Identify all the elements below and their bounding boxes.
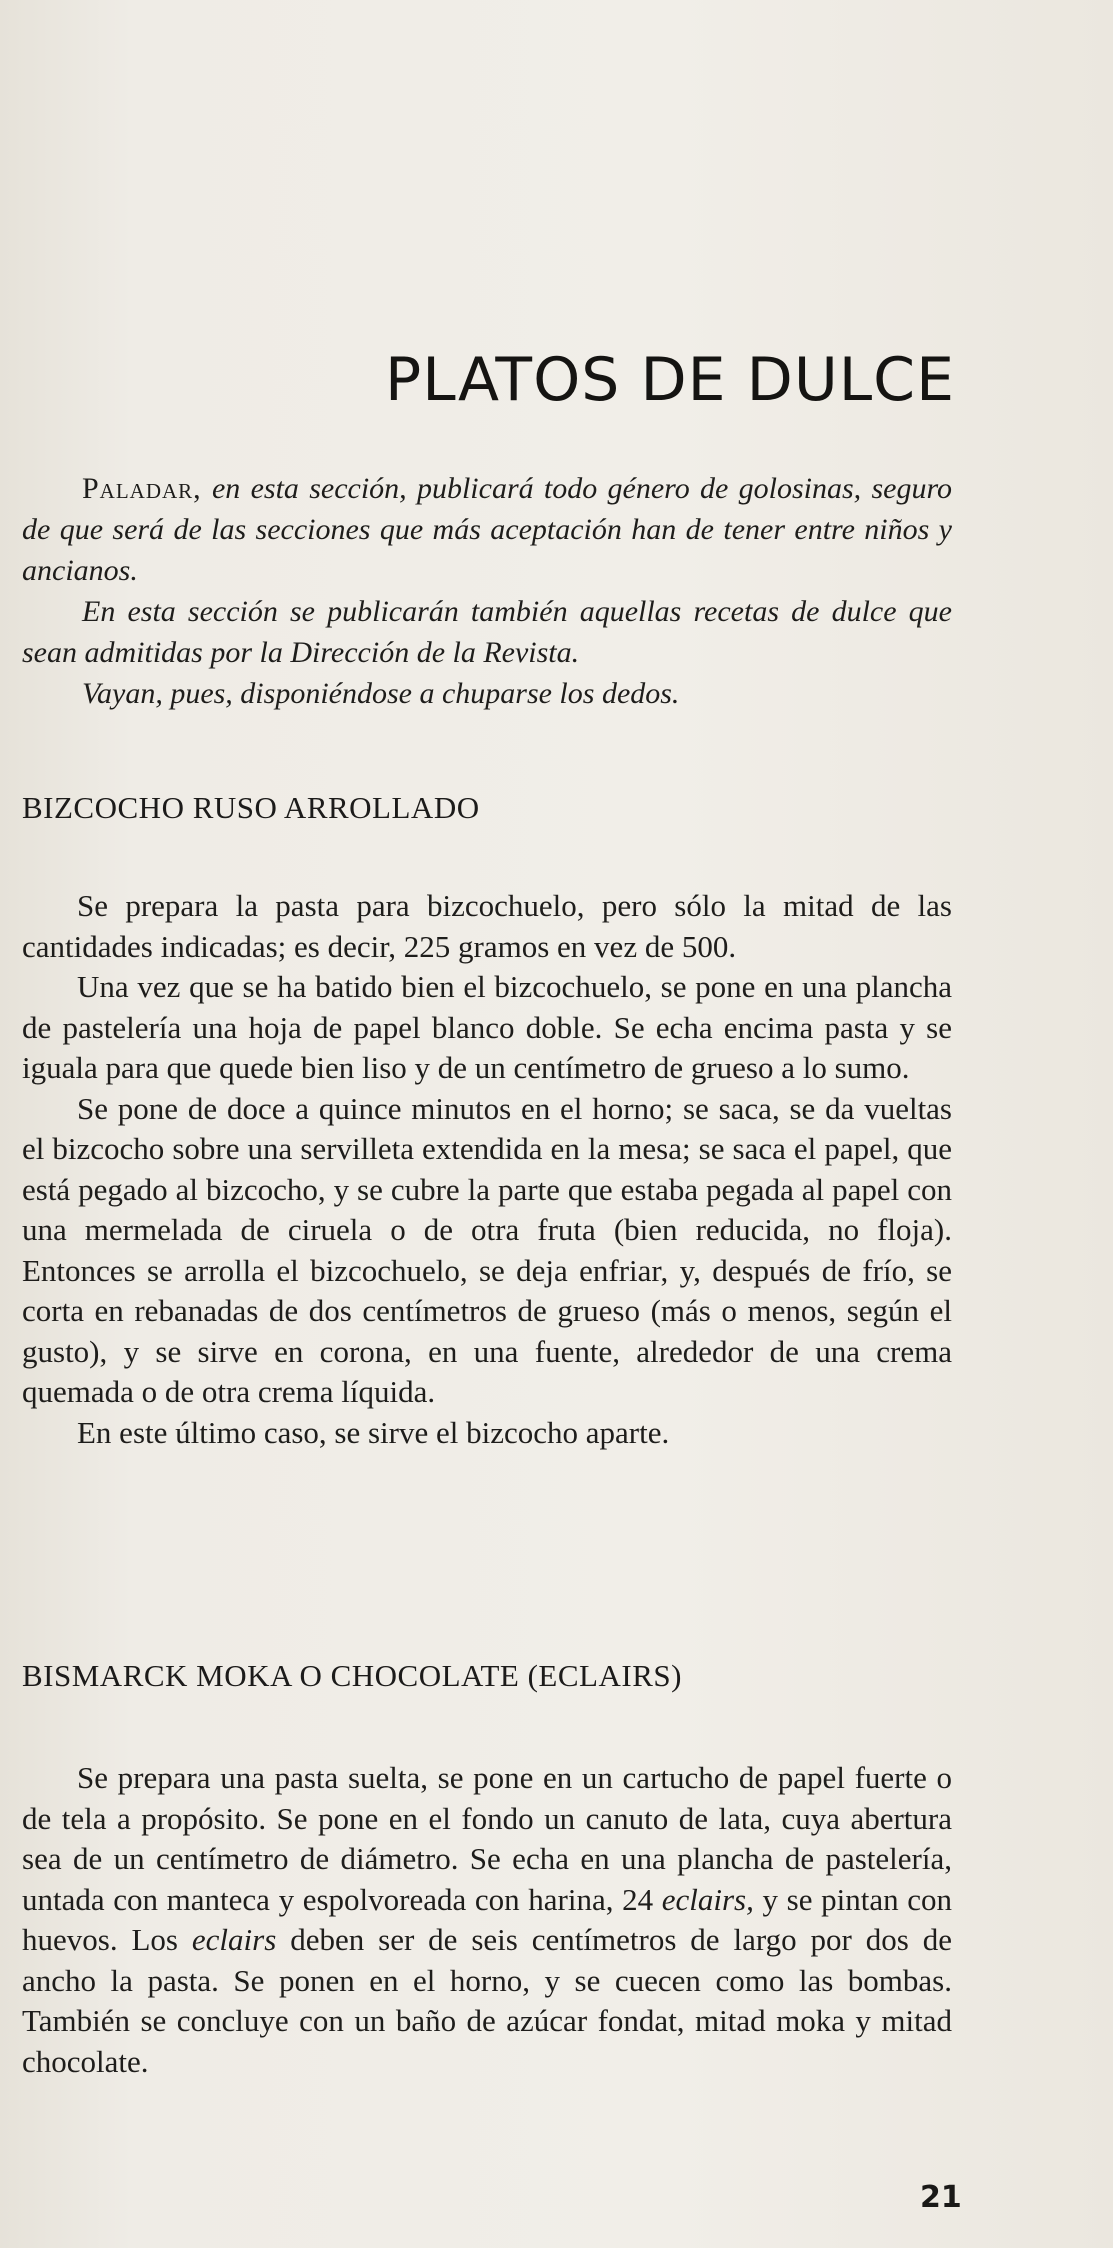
intro-paragraph: En esta sección se publicarán también aquellas recetas de dulce que sean admitidas por la Dirección de la Revista.: [22, 595, 952, 669]
section-body-bismarck: [22, 1758, 952, 2082]
body-text-run: y se pintan con huevos. Los: [22, 1881, 952, 1957]
intro-paragraph: [22, 468, 952, 591]
section-heading-bizcocho: BIZCOCHO RUSO ARROLLADO: [22, 790, 480, 825]
body-text-italic: eclairs: [191, 1922, 277, 1957]
intro-paragraph-text: en esta sección, publicará todo género de golosinas, seguro de que será de las secciones que más aceptación han de tener entre niños y ancianos.: [22, 472, 952, 587]
body-text-run: Se prepara una pasta suelta, se pone en un cartucho de papel fuerte o de tela a propósito. Se pone en el fondo un canuto de lata, cuya abertura sea de un centímetro de diámetro. Se echa en una plancha de pastelería, untada con manteca y espolvoreada con harina, 24: [22, 1760, 952, 1917]
section-heading-bismarck: BISMARCK MOKA O CHOCOLATE (ECLAIRS): [22, 1658, 682, 1693]
intro-paragraph: Vayan, pues, disponiéndose a chuparse los dedos.: [82, 677, 680, 710]
body-paragraph: [22, 1758, 952, 2082]
body-paragraph: Se prepara la pasta para bizcochuelo, pero sólo la mitad de las cantidades indicadas; es decir, 225 gramos en vez de 500.: [22, 888, 952, 964]
body-text-run: deben ser de seis centímetros de largo por dos de ancho la pasta. Se ponen en el horno, y se cuecen como las bombas. También se concluye con un baño de azúcar fondat, mitad moka y mitad chocolate.: [22, 1922, 952, 2079]
page-number: 21: [920, 2180, 962, 2215]
page-title: PLATOS DE DULCE: [385, 345, 955, 415]
intro-text: [22, 468, 952, 714]
body-paragraph: Una vez que se ha batido bien el bizcochuelo, se pone en una plancha de pastelería una hoja de papel blanco doble. Se echa encima pasta y se iguala para que quede bien liso y de un centímetro de grueso a lo sumo.: [22, 969, 952, 1085]
body-paragraph: Se pone de doce a quince minutos en el horno; se saca, se da vueltas el bizcocho sobre una servilleta extendida en la mesa; se saca el papel, que está pegado al bizcocho, y se cubre la parte que estaba pegada al papel con una mermelada de ciruela o de otra fruta (bien reducida, no floja). Entonces se arrolla el bizcochuelo, se deja enfriar, y, después de frío, se corta en rebanadas de dos centímetros de grueso (más o menos, según el gusto), y se sirve en corona, en una fuente, alrededor de una crema quemada o de otra crema líquida.: [22, 1090, 952, 1409]
body-paragraph: En este último caso, se sirve el bizcocho aparte.: [77, 1414, 670, 1450]
intro-lead: Paladar,: [82, 472, 202, 505]
section-body-bizcocho: [22, 886, 952, 1453]
body-text-italic: eclairs,: [661, 1881, 754, 1917]
